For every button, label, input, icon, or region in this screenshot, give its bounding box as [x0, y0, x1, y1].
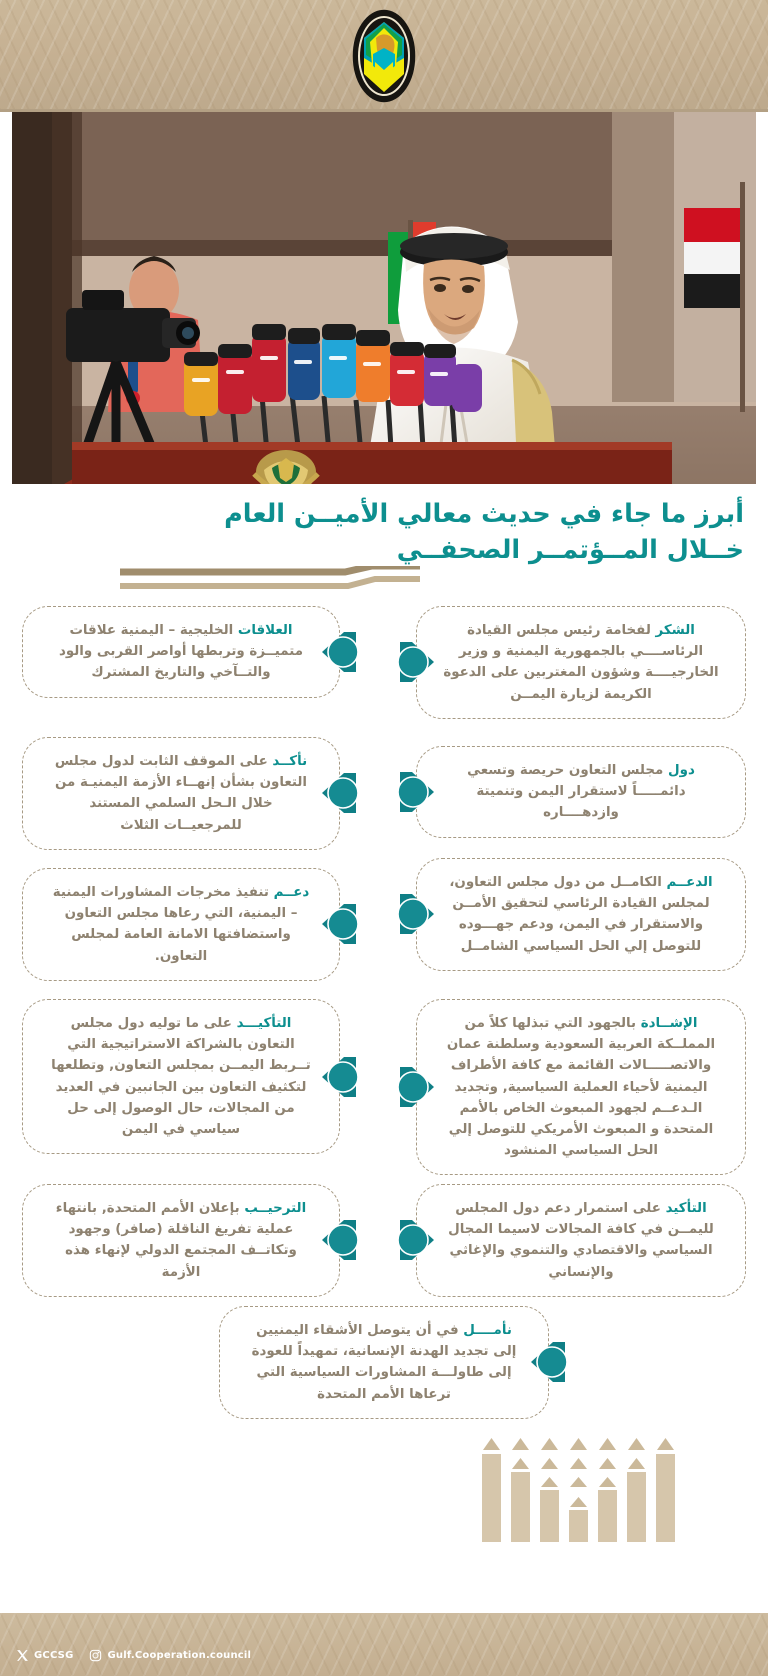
card-full-support	[416, 858, 746, 971]
card-thanks-marker-icon	[394, 640, 440, 684]
social-item-instagram[interactable]	[89, 1649, 251, 1662]
card-hope-truce-keyword: نأمــــل	[463, 1323, 512, 1338]
card-welcome-un-marker-icon	[316, 1218, 362, 1262]
card-continued-support-body: على استمرار دعم دول المجلس لليمــن في كافة المجالات لاسيما المجال السياسي والاقتصادي والتنموي والإغاثي والإنساني	[448, 1201, 714, 1280]
card-relations-marker-icon	[316, 630, 362, 674]
card-relations-body: الخليجية – اليمنية علاقات متميــزة وتربطها أواصر القربى والود والتــآخي والتاريخ المشترك	[59, 623, 303, 681]
card-firm-position-body: على الموقف الثابت لدول مجلس التعاون بشأن إنهــاء الأزمة اليمنيـة من خلال الـحل السلمي المستند للمرجعيــات الثلاث	[54, 754, 308, 833]
card-firm-position-text	[49, 751, 313, 836]
card-affirmation-partnership-body: على ما توليه دول مجلس التعاون بالشراكة الاستراتيجية التي تــربط اليمــن بمجلس التعاون, وتطلعها لتكثيف التعاون بين الجانبين في العديد من المجالات، حال الوصول إلى حل سياسي في اليمن	[51, 1016, 311, 1137]
card-support-outcomes-body: تنفيذ مخرجات المشاورات اليمنية – اليمنية، التي رعاها مجلس التعاون واستضافتها الامانة العامة لمجلس التعاون.	[52, 885, 298, 964]
card-gcc-states-keyword: دول	[668, 763, 695, 778]
minaret-decoration	[478, 1424, 708, 1542]
card-hope-truce-marker-icon	[525, 1340, 571, 1384]
instagram-icon	[89, 1649, 102, 1662]
card-hope-truce-text	[246, 1320, 522, 1405]
page-title-line-2: خــلال المــؤتمــر الصحفــي	[396, 535, 744, 566]
top-decorative-band	[0, 0, 768, 112]
card-full-support-keyword: الدعــم	[666, 875, 713, 890]
social-handles	[16, 1649, 251, 1662]
page-title	[44, 496, 744, 568]
page-title-line-1: أبرز ما جاء في حديث معالي الأميــن العام	[224, 499, 744, 529]
card-praise-efforts	[416, 999, 746, 1175]
social-item-x[interactable]	[16, 1649, 73, 1662]
card-hope-truce-body: في أن يتوصل الأشقاء اليمنيين إلى تجديد الهدنة الإنسانية، تمهيداً للعودة إلى طاولـــة المشاورات السياسية التي ترعاها الأمم المتحدة	[251, 1323, 517, 1402]
card-gcc-states-marker-icon	[394, 770, 440, 814]
card-thanks-keyword: الشكر	[655, 623, 695, 638]
card-continued-support-marker-icon	[394, 1218, 440, 1262]
card-praise-efforts-keyword: الإشــادة	[640, 1016, 698, 1031]
card-affirmation-partnership-marker-icon	[316, 1055, 362, 1099]
card-gcc-states-body: مجلس التعاون حريصة وتسعي دائمـــــاً لاستقرار اليمن وتنميتة وازدهــــاره	[467, 763, 686, 821]
title-underline-decoration	[120, 566, 420, 598]
card-full-support-marker-icon	[394, 892, 440, 936]
card-praise-efforts-text	[443, 1013, 719, 1161]
press-conference-photo	[12, 112, 756, 484]
card-gcc-states-text	[443, 760, 719, 824]
social-handle-instagram: Gulf.Cooperation.council	[107, 1650, 252, 1661]
card-firm-position	[22, 737, 340, 850]
card-firm-position-keyword: نأكــد	[272, 754, 308, 769]
card-thanks-text	[443, 620, 719, 705]
bottom-decorative-band	[0, 1613, 768, 1676]
card-support-outcomes-text	[49, 882, 313, 967]
card-welcome-un-text	[49, 1198, 313, 1283]
card-relations-text	[49, 620, 313, 684]
card-support-outcomes-keyword: دعــم	[273, 885, 310, 900]
card-support-outcomes	[22, 868, 340, 981]
x-twitter-icon	[16, 1649, 29, 1662]
card-affirmation-partnership	[22, 999, 340, 1154]
card-affirmation-partnership-keyword: التأكيـــد	[236, 1016, 292, 1031]
card-continued-support-keyword: التأكيد	[665, 1201, 707, 1216]
card-relations-keyword: العلاقات	[237, 623, 293, 638]
card-support-outcomes-marker-icon	[316, 902, 362, 946]
card-firm-position-marker-icon	[316, 771, 362, 815]
card-praise-efforts-marker-icon	[394, 1065, 440, 1109]
card-relations	[22, 606, 340, 698]
card-full-support-text	[443, 872, 719, 957]
card-affirmation-partnership-text	[49, 1013, 313, 1140]
card-welcome-un-body: بإعلان الأمم المتحدة, بانتهاء عملية تفريغ الناقلة (صافر) وجهود وتكاتــف المجتمع الدولي لإنهاء هذه الأزمة	[55, 1201, 297, 1280]
card-welcome-un	[22, 1184, 340, 1297]
card-welcome-un-keyword: الترحيــب	[244, 1201, 307, 1216]
card-gcc-states	[416, 746, 746, 838]
card-thanks-body: لفخامة رئيس مجلس القيادة الرئاســــي بالجمهورية اليمنية و وزير الخارجيــــة وشؤون المغتربين على الدعوة الكريمة لزيارة اليمــن	[443, 623, 719, 702]
card-praise-efforts-body: بالجهود التي تبذلها كلاً من المملــكة العربية السعودية وسلطنة عمان والاتصـــــالات القائمة مع كافة الأطراف اليمنية لأحياء العملية السياسية, وتجديد الـدعــم لجهود المبعوث الخاص بالأمم المتحدة و المبعوث الأمريكي للتوصل إلي الحل السياسي المنشود	[446, 1016, 716, 1159]
card-full-support-body: الكامــل من دول مجلس التعاون، لمجلس القيادة الرئاسي لتحقيق الأمــن والاستقرار في اليمن، ودعم جهـــوده للتوصل إلي الحل السياسي الشامــل	[449, 875, 710, 954]
social-handle-x: GCCSG	[34, 1650, 74, 1661]
card-continued-support	[416, 1184, 746, 1297]
card-thanks	[416, 606, 746, 719]
gcc-emblem	[352, 8, 416, 104]
card-hope-truce	[219, 1306, 549, 1419]
card-continued-support-text	[443, 1198, 719, 1283]
